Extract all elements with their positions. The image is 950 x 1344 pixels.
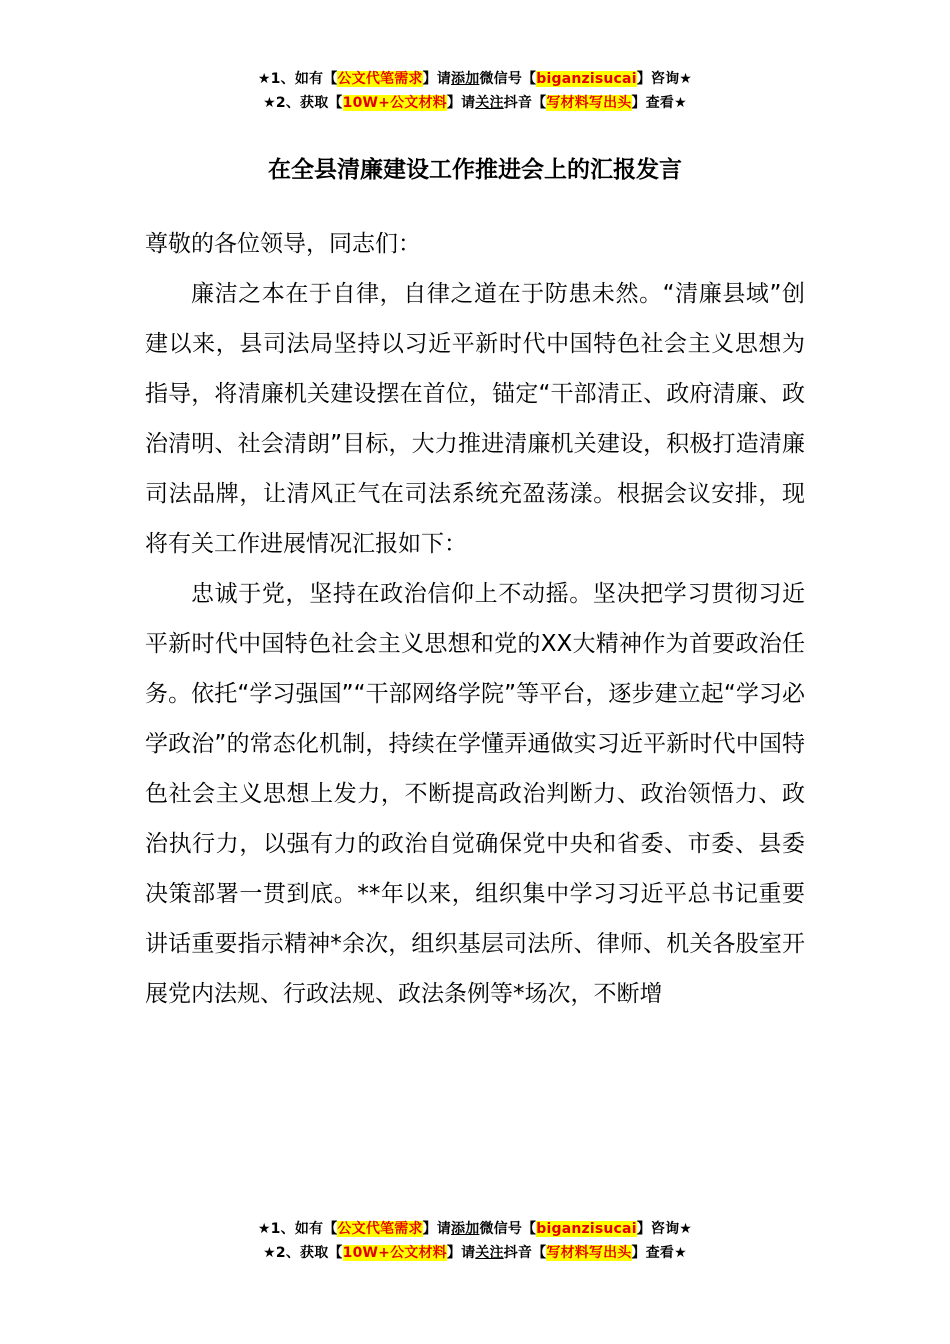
banner-underline: 添加	[451, 1221, 480, 1237]
banner-highlight: 公文代笔需求	[337, 71, 423, 87]
header-banner	[0, 67, 950, 115]
banner-highlight: 10W+公文材料	[342, 95, 447, 111]
banner-text: ★2、获取【	[263, 1245, 343, 1261]
banner-highlight: 写材料写出头	[546, 95, 632, 111]
banner-text: 】请	[446, 95, 476, 111]
banner-highlight: 10W+公文材料	[342, 1245, 447, 1261]
banner-text: 】查看★	[631, 1245, 687, 1261]
banner-line-2	[0, 1241, 950, 1265]
banner-text: ★1、如有【	[257, 1221, 338, 1237]
banner-text: 微信号【	[479, 71, 537, 87]
banner-text: ★2、获取【	[263, 95, 343, 111]
banner-highlight: biganzisucai	[536, 1221, 637, 1237]
paragraph-1: 廉洁之本在于自律，自律之道在于防患未然。“清廉县域”创建以来，县司法局坚持以习近平新时代中国特色社会主义思想为指导，将清廉机关建设摆在首位，锚定“干部清正、政府清廉、政治清明、社会清朗”目标，大力推进清廉机关建设，积极打造清廉司法品牌，让清风正气在司法系统充盈荡漾。根据会议安排，现将有关工作进展情况汇报如下：	[145, 281, 805, 557]
footer-banner	[0, 1217, 950, 1265]
banner-line-1	[0, 1217, 950, 1241]
banner-text: 】咨询★	[636, 71, 693, 87]
banner-highlight: biganzisucai	[536, 71, 637, 87]
banner-text: 】查看★	[631, 95, 687, 111]
banner-line-2	[0, 91, 950, 115]
salutation: 尊敬的各位领导，同志们：	[145, 231, 421, 257]
banner-text: 微信号【	[479, 1221, 537, 1237]
banner-text: ★1、如有【	[257, 71, 338, 87]
document-title: 在全县清廉建设工作推进会上的汇报发言	[268, 157, 682, 183]
banner-text: 抖音【	[503, 1245, 547, 1261]
banner-underline: 添加	[451, 71, 480, 87]
banner-line-1	[0, 67, 950, 91]
paragraph-2: 忠诚于党，坚持在政治信仰上不动摇。坚决把学习贯彻习近平新时代中国特色社会主义思想和党的XX大精神作为首要政治任务。依托“学习强国”“干部网络学院”等平台，逐步建立起“学习必学政治”的常态化机制，持续在学懂弄通做实习近平新时代中国特色社会主义思想上发力，不断提高政治判断力、政治领悟力、政治执行力，以强有力的政治自觉确保党中央和省委、市委、县委决策部署一贯到底。**年以来，组织集中学习习近平总书记重要讲话重要指示精神*余次，组织基层司法所、律师、机关各股室开展党内法规、行政法规、政法条例等*场次，不断增	[145, 581, 805, 1007]
banner-text: 】请	[422, 1221, 452, 1237]
banner-text: 抖音【	[503, 95, 547, 111]
banner-highlight: 写材料写出头	[546, 1245, 632, 1261]
banner-text: 】请	[446, 1245, 476, 1261]
banner-underline: 关注	[475, 1245, 504, 1261]
banner-underline: 关注	[475, 95, 504, 111]
banner-highlight: 公文代笔需求	[337, 1221, 423, 1237]
document-body	[145, 219, 805, 1019]
banner-text: 】请	[422, 71, 452, 87]
banner-text: 】咨询★	[636, 1221, 693, 1237]
